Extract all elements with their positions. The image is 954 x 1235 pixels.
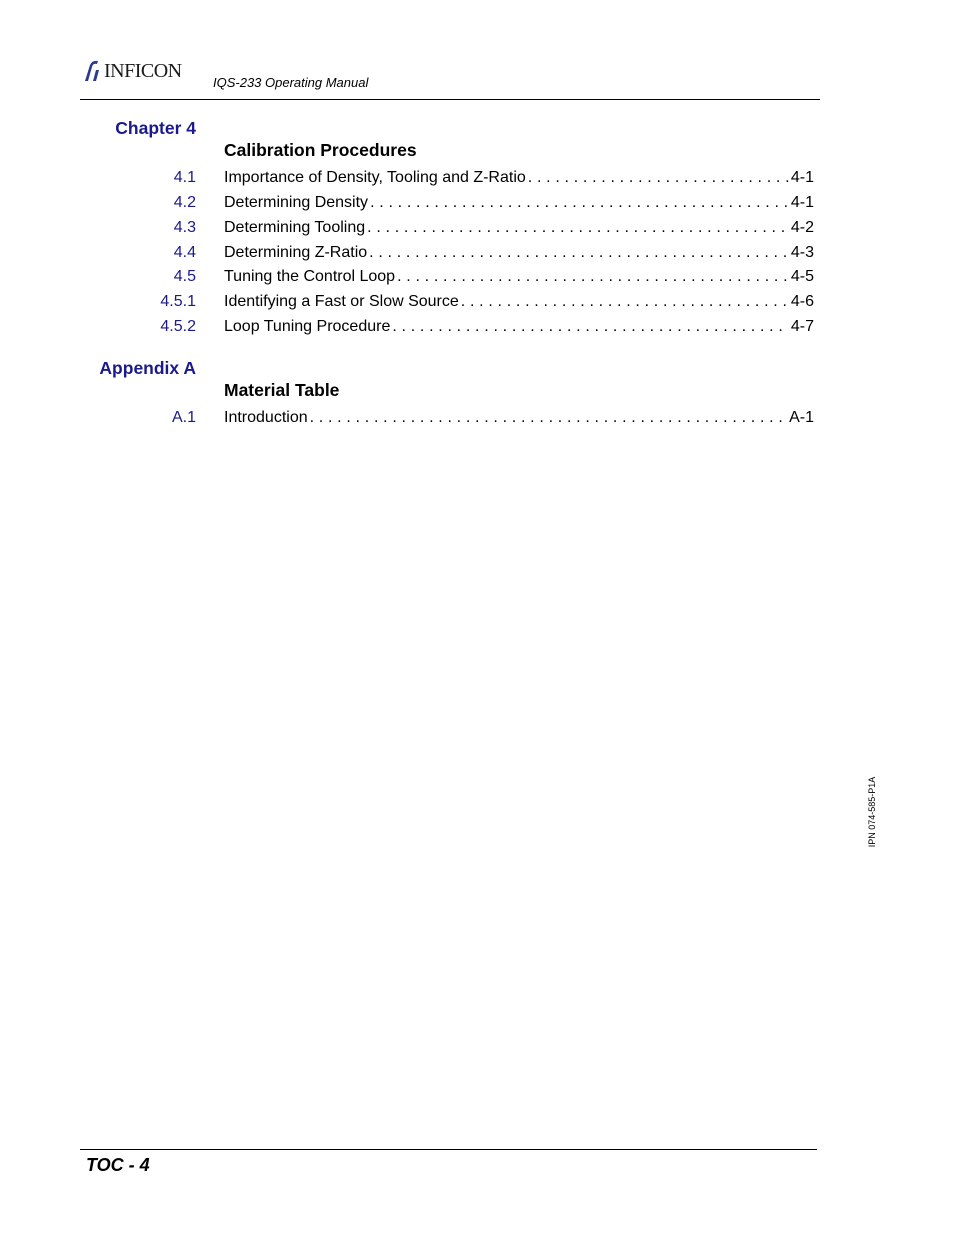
toc-entry[interactable] [0, 317, 954, 339]
toc-entry-number[interactable]: 4.5.1 [160, 293, 196, 310]
toc-entry-number[interactable]: 4.4 [173, 244, 196, 261]
inficon-logo [82, 59, 182, 83]
brand-name: INFICON [104, 60, 182, 82]
toc-entry-text[interactable]: Loop Tuning Procedure [224, 318, 391, 335]
section-title-calibration: Calibration Procedures [224, 140, 417, 160]
manual-title: IQS-233 Operating Manual [213, 75, 369, 90]
toc-entry-page[interactable]: 4-2 [790, 219, 814, 236]
toc-entry-number[interactable]: 4.3 [173, 219, 196, 236]
section-label-appendix-a[interactable]: Appendix A [99, 358, 196, 378]
dot-leader [459, 292, 789, 312]
dot-leader [365, 218, 789, 238]
toc-entry[interactable] [0, 408, 954, 430]
dot-leader [368, 193, 789, 213]
inficon-logo-icon [82, 59, 102, 83]
toc-entry[interactable] [0, 168, 954, 190]
toc-entry-page[interactable]: 4-3 [790, 244, 814, 261]
footer-divider [80, 1149, 817, 1150]
dot-leader [526, 168, 789, 188]
toc-entry-text[interactable]: Introduction [224, 409, 308, 426]
ipn-code: IPN 074-585-P1A [867, 776, 877, 848]
toc-entry[interactable] [0, 193, 954, 215]
toc-entry-text[interactable]: Determining Density [224, 194, 369, 211]
toc-entry-number[interactable]: 4.5.2 [160, 318, 196, 335]
toc-entry-page[interactable]: 4-1 [790, 194, 814, 211]
toc-entry-number[interactable]: A.1 [171, 409, 196, 426]
dot-leader [367, 243, 789, 263]
toc-entry-text[interactable]: Tuning the Control Loop [224, 268, 396, 285]
toc-entry[interactable] [0, 243, 954, 265]
toc-entry[interactable] [0, 292, 954, 314]
toc-entry-page[interactable]: 4-5 [790, 268, 814, 285]
toc-entry-page[interactable]: 4-6 [790, 293, 814, 310]
dot-leader [390, 317, 789, 337]
toc-entry-text[interactable]: Determining Z-Ratio [224, 244, 368, 261]
toc-entry-number[interactable]: 4.5 [173, 268, 196, 285]
section-label-chapter-4[interactable]: Chapter 4 [115, 118, 196, 138]
section-title-material-table: Material Table [224, 380, 340, 400]
toc-entry-text[interactable]: Identifying a Fast or Slow Source [224, 293, 459, 310]
header-divider [80, 99, 820, 100]
toc-entry-page[interactable]: 4-7 [790, 318, 814, 335]
toc-entry[interactable] [0, 267, 954, 289]
toc-entry-number[interactable]: 4.2 [173, 194, 196, 211]
dot-leader [395, 267, 789, 287]
toc-entry[interactable] [0, 218, 954, 240]
toc-entry-text[interactable]: Determining Tooling [224, 219, 366, 236]
toc-entry-number[interactable]: 4.1 [173, 169, 196, 186]
footer-page-number: TOC - 4 [86, 1155, 150, 1175]
toc-entry-text[interactable]: Importance of Density, Tooling and Z-Ratio [224, 169, 526, 186]
toc-entry-page[interactable]: A-1 [789, 409, 814, 426]
dot-leader [308, 408, 787, 428]
toc-entry-page[interactable]: 4-1 [790, 169, 814, 186]
